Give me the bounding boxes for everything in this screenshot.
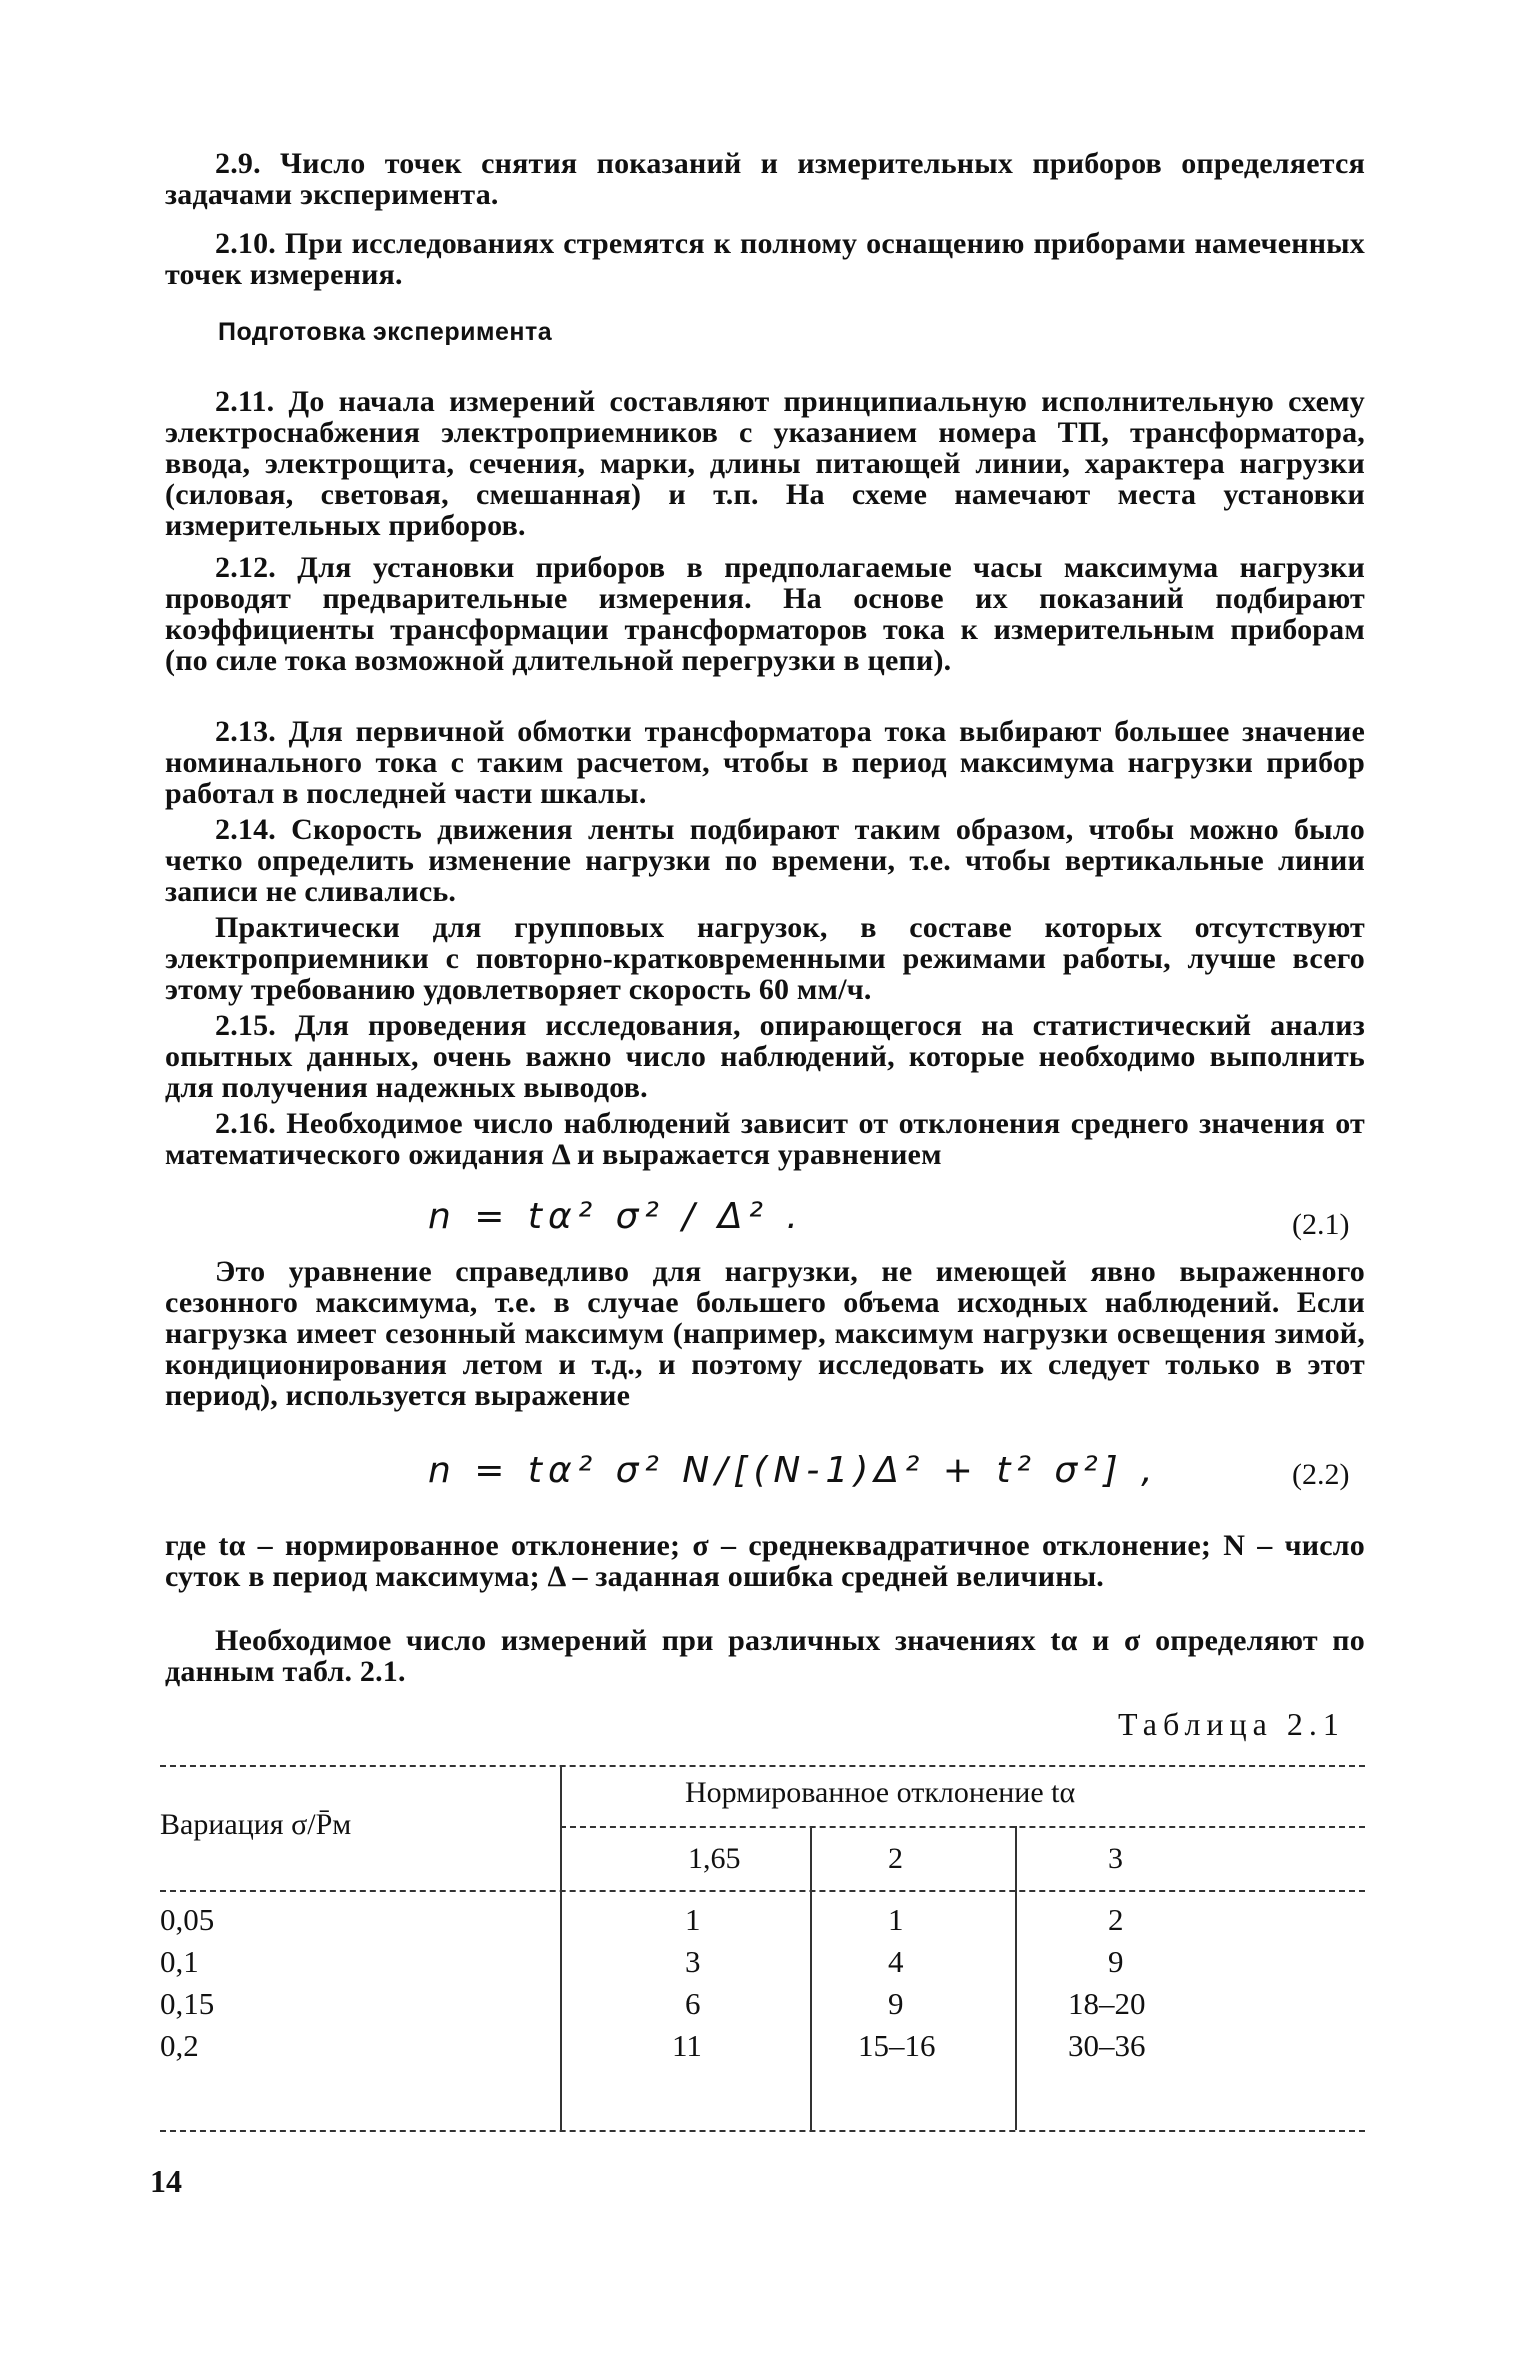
table-row-4-v2: 15–16 (858, 2028, 936, 2063)
formula-2-1: n = tα² σ² / Δ² . (428, 1196, 804, 1237)
table-row-3-v3: 18–20 (1068, 1986, 1146, 2021)
table-vline-2 (810, 1826, 812, 2130)
table-row-2-v2: 4 (888, 1944, 904, 1979)
table-group-rule (560, 1826, 1365, 1828)
table-header-variation: Вариация σ/P̄м (160, 1808, 352, 1841)
table-subheader-2: 2 (888, 1842, 903, 1875)
table-row-1-v2: 1 (888, 1902, 904, 1937)
table-row-1-variation: 0,05 (160, 1902, 215, 1937)
paragraph-2-16: 2.16. Необходимое число наблюдений зависит от отклонения среднего значения от математического ожидания Δ и выражается уравнением (165, 1107, 1365, 1171)
paragraph-2-14: 2.14. Скорость движения ленты подбирают таким образом, чтобы можно было четко определить изменение нагрузки по времени, т.е. чтобы вертикальные линии записи не сливались. (165, 813, 1365, 908)
table-vline-1 (560, 1765, 562, 2130)
paragraph-after-2-1: Это уравнение справедливо для нагрузки, не имеющей явно выраженного сезонного максимума, т.е. в случае большего объема исходных наблюдений. Если нагрузка имеет сезонный максимум (например, максимум нагрузки освещения зимой, кондиционирования летом и т.д., и поэтому исследовать их следует только в этот период), используется выражение (165, 1255, 1365, 1412)
table-row-3-v2: 9 (888, 1986, 904, 2021)
table-row-4-v3: 30–36 (1068, 2028, 1146, 2063)
table-row-1-v1: 1 (685, 1902, 701, 1937)
table-row-3-variation: 0,15 (160, 1986, 215, 2021)
paragraph-where: где tα – нормированное отклонение; σ – среднеквадратичное отклонение; N – число суток в период максимума; Δ – заданная ошибка средней величины. (165, 1529, 1365, 1593)
table-vline-3 (1015, 1826, 1017, 2130)
table-caption: Таблица 2.1 (1118, 1706, 1345, 1742)
formula-2-2: n = tα² σ² N/[(N-1)Δ² + t² σ²] , (428, 1450, 1159, 1491)
table-row-4-variation: 0,2 (160, 2028, 199, 2063)
table-header-rule (160, 1890, 1365, 1892)
paragraph-practical: Практически для групповых нагрузок, в составе которых отсутствуют электроприемники с повторно-кратковременными режимами работы, лучше всего этому требованию удовлетворяет скорость 60 мм/ч. (165, 911, 1365, 1006)
table-header-group: Нормированное отклонение tα (685, 1776, 1076, 1809)
table-row-2-v1: 3 (685, 1944, 701, 1979)
table-row-1-v3: 2 (1108, 1902, 1124, 1937)
equation-number-2-1: (2.1) (1292, 1208, 1350, 1241)
equation-number-2-2: (2.2) (1292, 1458, 1350, 1491)
paragraph-2-11: 2.11. До начала измерений составляют принципиальную исполнительную схему электроснабжения электроприемников с указанием номера ТП, трансформатора, ввода, электрощита, сечения, марки, длины питающей линии, характера нагрузки (силовая, световая, смешанная) и т.п. На схеме намечают места установки измерительных приборов. (165, 385, 1365, 542)
table-row-2-variation: 0,1 (160, 1944, 199, 1979)
paragraph-needed: Необходимое число измерений при различных значениях tα и σ определяют по данным табл. 2.1. (165, 1624, 1365, 1688)
table-row-3-v1: 6 (685, 1986, 701, 2021)
table-bottom-rule (160, 2130, 1365, 2132)
table-subheader-3: 3 (1108, 1842, 1123, 1875)
page-number: 14 (150, 2163, 182, 2199)
table-top-rule (160, 1765, 1365, 1767)
paragraph-2-9: 2.9. Число точек снятия показаний и измерительных приборов определяется задачами эксперимента. (165, 147, 1365, 211)
table-row-2-v3: 9 (1108, 1944, 1124, 1979)
table-row-4-v1: 11 (672, 2028, 702, 2063)
paragraph-2-12: 2.12. Для установки приборов в предполагаемые часы максимума нагрузки проводят предварительные измерения. На основе их показаний подбирают коэффициенты трансформации трансформаторов тока к измерительным приборам (по силе тока возможной длительной перегрузки в цепи). (165, 551, 1365, 677)
table-subheader-1: 1,65 (688, 1842, 741, 1875)
section-heading: Подготовка эксперимента (218, 318, 553, 346)
paragraph-2-15: 2.15. Для проведения исследования, опирающегося на статистический анализ опытных данных, очень важно число наблюдений, которые необходимо выполнить для получения надежных выводов. (165, 1009, 1365, 1104)
paragraph-2-13: 2.13. Для первичной обмотки трансформатора тока выбирают большее значение номинального тока с таким расчетом, чтобы в период максимума нагрузки прибор работал в последней части шкалы. (165, 715, 1365, 810)
paragraph-2-10: 2.10. При исследованиях стремятся к полному оснащению приборами намеченных точек измерения. (165, 227, 1365, 291)
